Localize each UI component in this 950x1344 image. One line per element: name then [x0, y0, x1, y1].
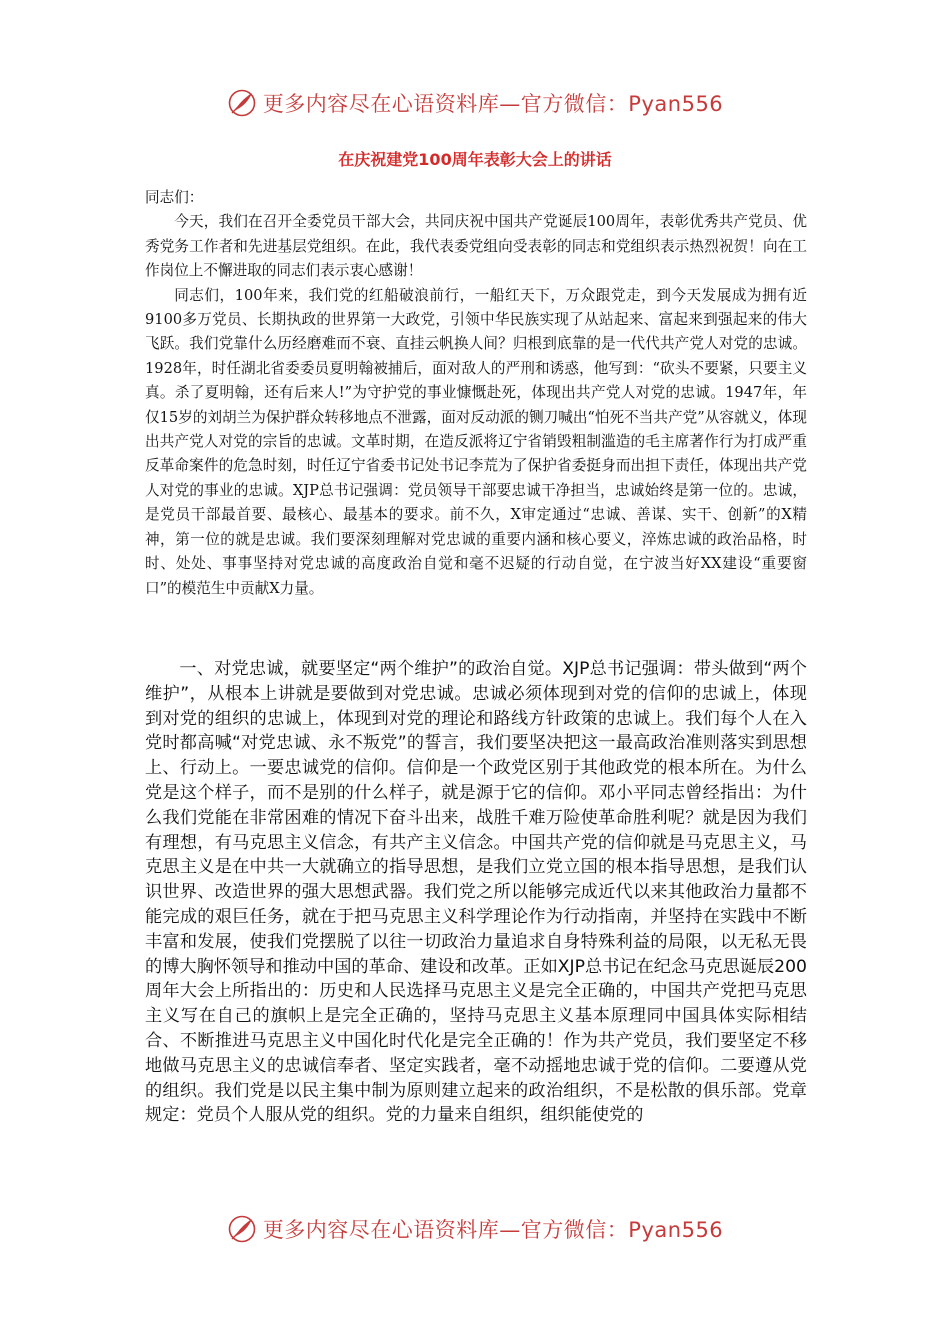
header-banner: [0, 86, 950, 120]
paragraph-3: 一、对党忠诚，就要坚定“两个维护”的政治自觉。XJP总书记强调：带头做到“两个维护”，从根本上讲就是要做到对党忠诚。忠诚必须体现到对党的信仰的忠诚上，体现到对党的组织的忠诚上，体现到对党的理论和路线方针政策的忠诚上。我们每个人在入党时都高喊“对党忠诚、永不叛党”的誓言，我们要坚决把这一最高政治准则落实到思想上、行动上。一要忠诚党的信仰。信仰是一个政党区别于其他政党的根本所在。为什么党是这个样子，而不是别的什么样子，就是源于它的信仰。邓小平同志曾经指出：为什么我们党能在非常困难的情况下奋斗出来，战胜千难万险使革命胜利呢？就是因为我们有理想，有马克思主义信念，有共产主义信念。中国共产党的信仰就是马克思主义，马克思主义是在中共一大就确立的指导思想，是我们立党立国的根本指导思想，是我们认识世界、改造世界的强大思想武器。我们党之所以能够完成近代以来其他政治力量都不能完成的艰巨任务，就在于把马克思主义科学理论作为行动指南，并坚持在实践中不断丰富和发展，使我们党摆脱了以往一切政治力量追求自身特殊利益的局限，以无私无畏的博大胸怀领导和推动中国的革命、建设和改革。正如XJP总书记在纪念马克思诞辰200周年大会上所指出的：历史和人民选择马克思主义是完全正确的，中国共产党把马克思主义写在自己的旗帜上是完全正确的，坚持马克思主义基本原理同中国具体实际相结合、不断推进马克思主义中国化时代化是完全正确的！作为共产党员，我们要坚定不移地做马克思主义的忠诚信奉者、坚定实践者，毫不动摇地忠诚于党的信仰。二要遵从党的组织。我们党是以民主集中制为原则建立起来的政治组织，不是松散的俱乐部。党章规定：党员个人服从党的组织。党的力量来自组织，组织能使党的: [145, 659, 807, 1126]
document-body-intro: [145, 186, 807, 601]
document-title: 在庆祝建党100周年表彰大会上的讲话: [338, 150, 612, 169]
header-banner-text: 更多内容尽在心语资料库—官方微信：Pyan556: [262, 92, 724, 116]
footer-banner-text: 更多内容尽在心语资料库—官方微信：Pyan556: [262, 1218, 724, 1242]
footer-banner: [0, 1212, 950, 1246]
feather-pen-icon: [227, 88, 257, 118]
salutation: 同志们：: [145, 189, 204, 206]
paragraph-2: 同志们，100年来，我们党的红船破浪前行，一船红天下，万众跟党走，到今天发展成为拥有近9100多万党员、长期执政的世界第一大政党，引领中华民族实现了从站起来、富起来到强起来的伟大飞跃。我们党靠什么历经磨难而不衰、直挂云帆换人间？归根到底靠的是一代代共产党人对党的忠诚。1928年，时任湖北省委委员夏明翰被捕后，面对敌人的严刑和诱惑，他写到：“砍头不要紧，只要主义真。杀了夏明翰，还有后来人!”为守护党的事业慷慨赴死，体现出共产党人对党的忠诚。1947年，年仅15岁的刘胡兰为保护群众转移地点不泄露，面对反动派的铡刀喊出“怕死不当共产党”从容就义，体现出共产党人对党的宗旨的忠诚。文革时期，在造反派将辽宁省销毁粗制滥造的毛主席著作行为打成严重反革命案件的危急时刻，时任辽宁省委书记处书记李荒为了保护省委挺身而出担下责任，体现出共产党人对党的事业的忠诚。XJP总书记强调：党员领导干部要忠诚干净担当，忠诚始终是第一位的。忠诚，是党员干部最首要、最核心、最基本的要求。前不久，X审定通过“忠诚、善谋、实干、创新”的X精神，第一位的就是忠诚。我们要深刻理解对党忠诚的重要内涵和核心要义，淬炼忠诚的政治品格，时时、处处、事事坚持对党忠诚的高度政治自觉和毫不迟疑的行动自觉，在宁波当好XX建设“重要窗口”的模范生中贡献X力量。: [145, 286, 807, 597]
paragraph-1: 今天，我们在召开全委党员干部大会，共同庆祝中国共产党诞辰100周年，表彰优秀共产党员、优秀党务工作者和先进基层党组织。在此，我代表委党组向受表彰的同志和党组织表示热烈祝贺！向在工作岗位上不懈进取的同志们表示衷心感谢！: [145, 213, 807, 280]
feather-pen-icon: [227, 1214, 257, 1244]
document-body-section-1: [145, 657, 807, 1128]
